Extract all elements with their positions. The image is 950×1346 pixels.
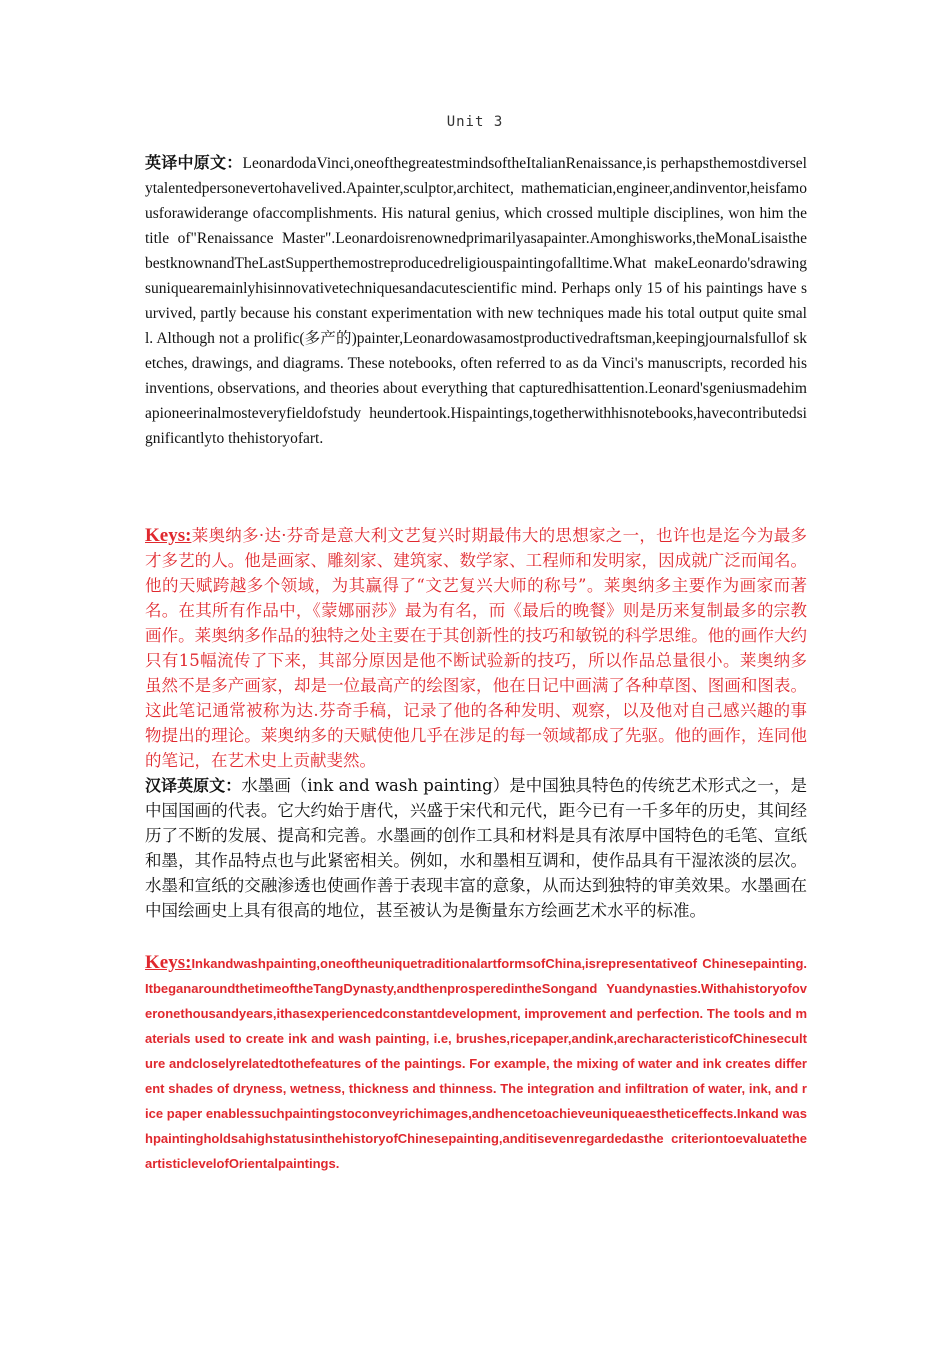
- en-to-zh-source-paragraph: [145, 150, 807, 451]
- en-keys-label: Keys:: [145, 952, 192, 973]
- unit-heading: Unit 3: [446, 114, 504, 130]
- en-to-zh-label: 英译中原文：: [145, 153, 243, 172]
- en-to-zh-source-text: LeonardodaVinci,oneofthegreatestmindsoftheItalianRenaissance,is perhapsthemostdiverselytalentedpersonevertohavelived.Apainter,sculptor,architect, mathematician,engineer,andinventor,heisfamousforawiderange ofaccomplishments. His natural genius, which crossed multiple disciplines, won him the title of"Renaissance Master".Leonardoisrenownedprimarilyasapainter.Amonghisworks,theMonaLisaisthe bestknownandTheLastSupperthemostreproducedreligiouspaintingofalltime.What makeLeonardo'sdrawingsuniquearemainlyhisinnovativetechniquesandacutescientific mind. Perhaps only 15 of his paintings have survived, partly because his constant experimentation with new techniques made his total output quite small. Although not a prolific(多产的)painter,Leonardowasamostproductivedraftsman,keepingjournalsfullof sketches, drawings, and diagrams. These notebooks, often referred to as da Vinci's manuscripts, recorded his inventions, observations, and theories about everything that capturedhisattention.Leonard'sgeniusmadehimapioneerinalmosteveryfieldofstudy heundertook.Hispaintings,togetherwithhisnotebooks,havecontributedsignificantlyto thehistoryofart.: [145, 155, 807, 447]
- en-keys-paragraph: [145, 950, 807, 1176]
- zh-keys-text: 莱奥纳多·达·芬奇是意大利文艺复兴时期最伟大的思想家之一，也许也是迄今为最多才多艺的人。他是画家、雕刻家、建筑家、数学家、工程师和发明家，因成就广泛而闻名。他的天赋跨越多个领域，为其赢得了“文艺复兴大师的称号”。莱奥纳多主要作为画家而著名。在其所有作品中，《蒙娜丽莎》最为有名，而《最后的晚餐》则是历来复制最多的宗教画作。莱奥纳多作品的独特之处主要在于其创新性的技巧和敏锐的科学思维。他的画作大约只有15幅流传了下来，其部分原因是他不断试验新的技巧，所以作品总量很小。莱奥纳多虽然不是多产画家，却是一位最高产的绘图家，他在日记中画满了各种草图、图画和图表。这此笔记通常被称为达.芬奇手稿，记录了他的各种发明、观察，以及他对自己感兴趣的事物提出的理论。莱奥纳多的天赋使他几乎在涉足的每一领域都成了先驱。他的画作，连同他的笔记，在艺术史上贡献斐然。: [145, 526, 807, 770]
- zh-to-en-source-text: 水墨画（ink and wash painting）是中国独具特色的传统艺术形式之一，是中国国画的代表。它大约始于唐代，兴盛于宋代和元代，距今已有一千多年的历史，其间经历了不断的发展、提高和完善。水墨画的创作工具和材料是具有浓厚中国特色的毛笔、宣纸和墨，其作品特点也与此紧密相关。例如，水和墨相互调和，使作品具有干湿浓淡的层次。水墨和宣纸的交融渗透也使画作善于表现丰富的意象，从而达到独特的审美效果。水墨画在中国绘画史上具有很高的地位，甚至被认为是衡量东方绘画艺术水平的标准。: [145, 776, 807, 920]
- zh-to-en-source-paragraph: [145, 773, 807, 923]
- zh-keys-label: Keys:: [145, 525, 192, 546]
- zh-keys-paragraph: [145, 523, 807, 773]
- en-keys-text: Inkandwashpainting,oneoftheuniquetraditionalartformsofChina,isrepresentativeof Chinesepainting.ItbeganaroundthetimeoftheTangDynasty,andthenprosperedintheSongand Yuandynasties.Withahistoryofoveronethousandyears,ithasexperiencedconstantdevelopment, improvement and perfection. The tools and materials used to create ink and wash painting, i.e, brushes,ricepaper,andink,arecharacteristicofChineseculture andcloselyrelatedtothefeatures of the paintings. For example, the mixing of water and ink creates different shades of dryness, wetness, thickness and thinness. The integration and infiltration of water, ink, and rice paper enablessuchpaintingstoconveyrichimages,andhencetoachieveuniqueaestheticeffects.Inkand washpaintingholdsahighstatusinthehistoryofChinesepainting,anditisevenregardedasthe criteriontoevaluatetheartisticlevelofOrientalpaintings.: [145, 956, 807, 1171]
- zh-to-en-label: 汉译英原文：: [145, 776, 242, 795]
